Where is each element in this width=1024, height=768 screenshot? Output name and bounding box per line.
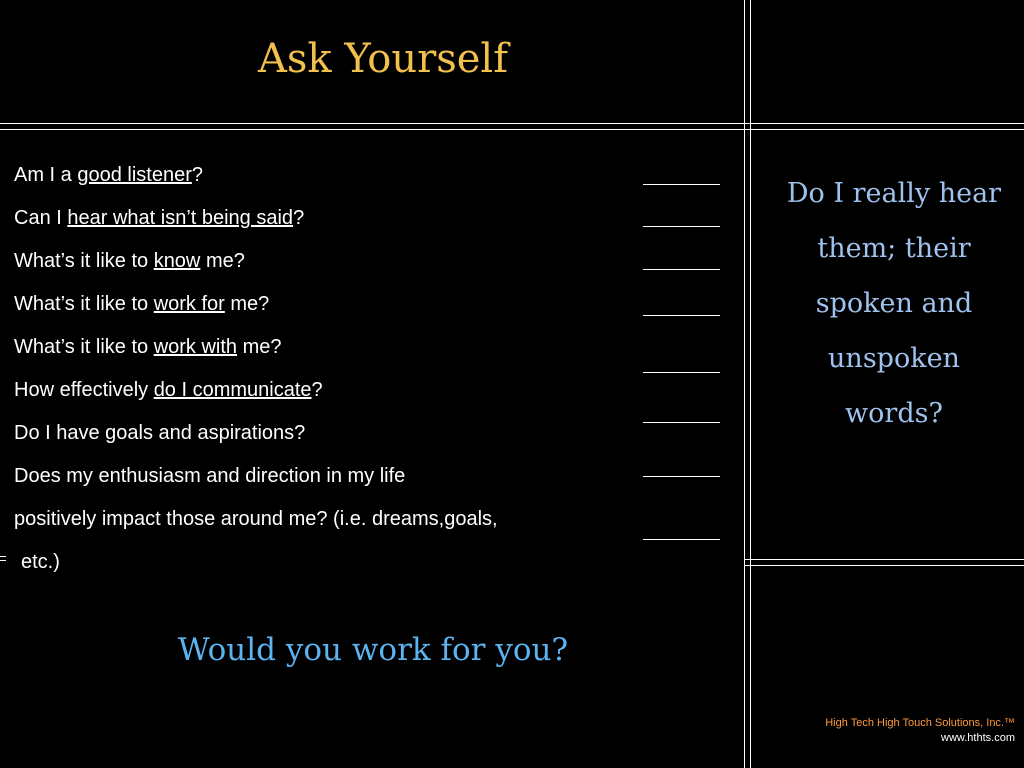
answer-blank <box>643 184 720 185</box>
divider-side-lower <box>744 565 1024 566</box>
footer-url: www.hthts.com <box>941 732 1015 744</box>
answer-blank <box>643 539 720 540</box>
question-item: etc.) <box>21 551 60 573</box>
question-item: Does my enthusiasm and direction in my life <box>14 465 406 487</box>
question-item: Do I have goals and aspirations? <box>14 422 306 444</box>
divider-top-lower <box>0 129 1024 130</box>
answer-blank <box>643 372 720 373</box>
side-question-line: Do I really hear <box>786 178 1002 209</box>
answer-blank <box>643 476 720 477</box>
closing-question: Would you work for you? <box>177 632 569 668</box>
footer-company: High Tech High Touch Solutions, Inc.™ <box>825 717 1015 729</box>
question-item: positively impact those around me? (i.e. dreams,goals, <box>14 508 498 530</box>
answer-blank <box>643 269 720 270</box>
side-question-line: unspoken <box>828 343 960 374</box>
side-question <box>776 166 1012 441</box>
question-list <box>14 160 639 590</box>
side-question-line: them; their <box>817 233 971 264</box>
question-item: What’s it like to know me? <box>14 250 245 272</box>
divider-top-upper <box>0 123 1024 124</box>
side-question-line: words? <box>845 398 943 429</box>
question-item: How effectively do I communicate? <box>14 379 323 401</box>
answer-blank <box>643 422 720 423</box>
divider-side-upper <box>744 559 1024 560</box>
question-item: Can I hear what isn’t being said? <box>14 207 305 229</box>
answer-blank <box>643 226 720 227</box>
question-item: Am I a good listener? <box>14 164 204 186</box>
divider-vertical-right <box>750 0 751 768</box>
slide-title: Ask Yourself <box>257 36 509 82</box>
question-item: What’s it like to work with me? <box>14 336 282 358</box>
answer-blank <box>643 315 720 316</box>
footer <box>825 716 1015 746</box>
question-item: What’s it like to work for me? <box>14 293 270 315</box>
side-question-line: spoken and <box>815 288 973 319</box>
bullet-mark <box>0 556 6 561</box>
